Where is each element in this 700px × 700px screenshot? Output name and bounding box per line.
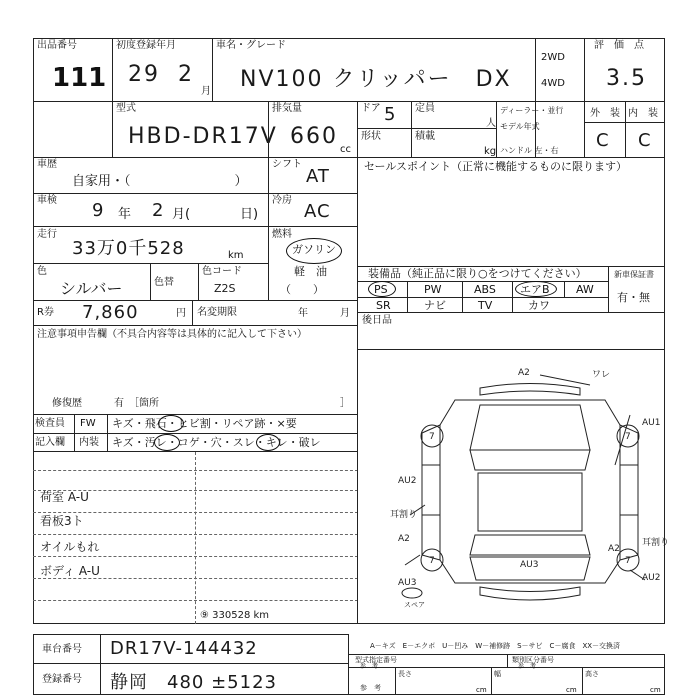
note-line: 看板3ト <box>40 514 84 528</box>
note-line: 荷室 A-U <box>40 490 89 504</box>
name-change-month: 月 <box>340 308 350 319</box>
note-line: ボディ A-U <box>40 564 100 578</box>
rear-label: 後日品 <box>362 315 392 326</box>
ac-value: AC <box>304 201 331 222</box>
equip-item: SR <box>376 299 391 312</box>
load-label: 積載 <box>415 131 435 142</box>
shape-label: 形状 <box>361 131 381 142</box>
equip-item: PS <box>374 283 388 296</box>
equip-circle <box>515 281 557 297</box>
fw-label: FW <box>80 418 96 429</box>
load-unit: kg <box>484 146 497 157</box>
shift-value: AT <box>306 166 330 187</box>
inspect-year: 9 <box>92 200 105 221</box>
legend: A－キズ E－エクボ U－凹み W－補修跡 S－サビ C－腐食 XX－交換済 <box>370 642 621 650</box>
lot-label: 出品番号 <box>37 40 77 51</box>
repair-value: 有 ［箇所 <box>114 398 159 409</box>
first-reg-label: 初度登録年月 <box>116 40 176 51</box>
warranty-value: 有・無 <box>617 291 650 304</box>
row2-items: キズ・汚レ・コゲ・穴・スレ・キレ・破レ <box>112 436 321 449</box>
inspector-label: 検査員 <box>35 418 65 429</box>
color-value: シルバー <box>60 279 123 298</box>
fuel-circle <box>286 238 342 264</box>
inspect-month: 2 <box>152 200 165 221</box>
door-value: 5 <box>384 104 397 125</box>
circle-mark <box>158 415 184 432</box>
diagram-mark: A2 <box>518 368 530 378</box>
fuel-gas: ガソリン <box>292 243 336 256</box>
equip-item: ABS <box>474 283 496 296</box>
equip-item: AW <box>576 283 594 296</box>
circle-mark <box>154 434 180 451</box>
diagram-mark: 7 <box>625 432 631 442</box>
month-unit: 月 <box>201 86 211 97</box>
mileage-unit: km <box>228 250 244 261</box>
r-label: R券 <box>37 307 54 318</box>
color-change-label: 色替 <box>154 277 174 288</box>
type-spec-ref: 参 考 <box>360 663 379 670</box>
year-unit: 年 <box>118 207 132 222</box>
int-label: 内 装 <box>628 108 658 119</box>
color-code-label: 色コード <box>202 266 242 277</box>
model-name: NV100 クリッパー DX <box>240 67 512 92</box>
sales-cell <box>357 157 665 267</box>
width-cm: cm <box>566 686 577 694</box>
inspect-month-unit: 月( <box>172 207 191 222</box>
drive-2wd: 2WD <box>541 52 565 63</box>
type-value: HBD-DR17V <box>128 124 278 149</box>
name-change-label: 名変期限 <box>197 307 237 318</box>
diagram-mark: AU3 <box>520 560 539 570</box>
disp-label: 排気量 <box>272 103 302 114</box>
inspect-day-unit: 日) <box>240 207 259 222</box>
diagram-mark: 7 <box>429 432 435 442</box>
shift-label: シフト <box>272 159 302 170</box>
lot-number: 111 <box>52 63 107 93</box>
ext-value: C <box>596 130 610 151</box>
r-yen: 円 <box>176 308 186 319</box>
fuel-label: 燃料 <box>272 229 292 240</box>
first-reg-year: 29 <box>128 62 160 87</box>
fuel-other: （ ） <box>280 283 324 296</box>
equip-item: PW <box>424 283 442 296</box>
diagram-mark: AU2 <box>642 573 661 583</box>
cap-label: 定員 <box>415 103 435 114</box>
note-line: オイルもれ <box>40 540 100 554</box>
color-code: Z2S <box>214 282 236 295</box>
chassis-label: 車台番号 <box>42 644 82 655</box>
diagram-mark: AU1 <box>642 418 661 428</box>
dealer-label: ディーラー・並行 <box>500 106 564 115</box>
type-label: 型式 <box>116 103 136 114</box>
int-value: C <box>638 130 652 151</box>
model-label: 車名・グレード <box>216 40 286 51</box>
disp-value: 660 <box>290 124 338 149</box>
score-label: 評 価 点 <box>594 40 644 51</box>
class-ref: 参 考 <box>518 663 537 670</box>
diagram-mark: A2 <box>608 544 620 554</box>
model-year-label: モデル年式 <box>500 122 540 131</box>
mileage-value: 33万0千528 <box>72 238 185 259</box>
rear-cell <box>357 312 665 350</box>
diagram-mark: AU3 <box>398 578 417 588</box>
ext-label: 外 装 <box>590 108 620 119</box>
score-value: 3.5 <box>606 66 647 91</box>
width-label: 幅 <box>494 670 501 678</box>
car-diagram <box>360 355 670 625</box>
inspect-label: 車検 <box>37 195 57 206</box>
diagram-mark: 7 <box>429 556 435 566</box>
history-label: 車歴 <box>37 159 57 170</box>
equip-circle <box>368 281 396 297</box>
class-label: 類別区分番号 <box>512 656 554 664</box>
height-cm: cm <box>650 686 661 694</box>
history-value: 自家用・（ ） <box>72 174 248 189</box>
entry-label: 記入欄 <box>35 437 65 448</box>
interior-label: 内装 <box>79 437 99 448</box>
equip-item: ナビ <box>424 299 446 312</box>
r-value: 7,860 <box>82 302 139 323</box>
meter-note: ⑨ 330528 km <box>200 610 270 621</box>
mileage-label: 走行 <box>37 229 57 240</box>
diagram-mark: ワレ <box>592 370 611 380</box>
diagram-mark: A2 <box>398 534 410 544</box>
drive-cell <box>535 38 585 102</box>
color-label: 色 <box>37 266 47 277</box>
first-reg-month: 2 <box>178 62 194 87</box>
name-change-year: 年 <box>298 308 308 319</box>
door-label: ドア <box>361 103 381 114</box>
fuel-diesel: 軽 油 <box>294 265 327 278</box>
length-cm: cm <box>476 686 487 694</box>
chassis-value: DR17V-144432 <box>110 638 258 659</box>
type-spec-label: 型式指定番号 <box>355 656 397 664</box>
spare-label: スペア <box>404 601 425 609</box>
diagram-mark: 耳割り <box>642 538 670 548</box>
circle-mark <box>256 434 280 451</box>
drive-4wd: 4WD <box>541 78 565 89</box>
cap-unit: 人 <box>486 118 496 129</box>
row1-items: キズ・飛石・ヒビ割・リペア跡・×要 <box>112 417 297 430</box>
sales-label: セールスポイント（正常に機能するものに限ります） <box>364 160 628 173</box>
diagram-mark: 7 <box>625 556 631 566</box>
equip-item: カワ <box>528 299 550 312</box>
repair-label: 修復歴 <box>52 398 82 409</box>
handle-label: ハンドル 左・右 <box>500 146 559 155</box>
diagram-mark: 耳割り <box>390 510 418 520</box>
type-left-blank <box>33 101 113 158</box>
equip-item: エアB <box>520 283 550 296</box>
spec-ref-label: 参 考 <box>360 684 381 692</box>
equip-label: 装備品（純正品に限り○をつけてください） <box>368 267 587 280</box>
plate-value: 静岡 480 ±5123 <box>110 672 277 693</box>
diagram-mark: AU2 <box>398 476 417 486</box>
warranty-label: 新車保証書 <box>614 270 654 279</box>
length-label: 長さ <box>398 670 412 678</box>
plate-label: 登録番号 <box>42 674 82 685</box>
notes-label: 注意事項申告欄（不具合内容等は具体的に記入して下さい） <box>37 329 307 340</box>
height-label: 高さ <box>585 670 599 678</box>
equip-item: TV <box>478 299 493 312</box>
inspect-cell <box>33 193 269 227</box>
disp-unit: cc <box>340 144 351 155</box>
repair-close: ］ <box>340 398 350 409</box>
ac-label: 冷房 <box>272 195 292 206</box>
